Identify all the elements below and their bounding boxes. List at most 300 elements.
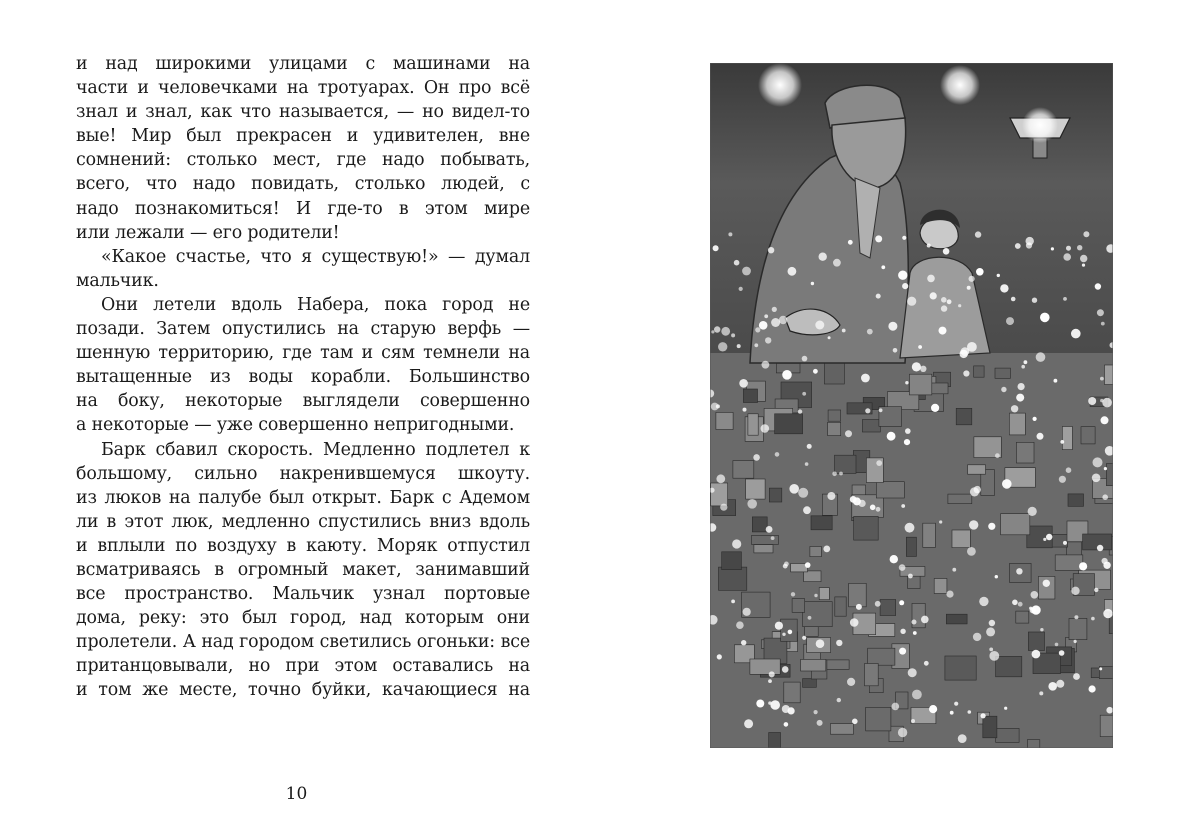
building [1001, 514, 1030, 535]
light-dot [927, 244, 931, 248]
light-dot [779, 316, 787, 324]
building [948, 494, 972, 504]
text-line: шенную территорию, где там и сям темнели на [76, 343, 530, 364]
light-dot [1016, 394, 1024, 402]
light-dot [764, 314, 768, 318]
light-dot [931, 404, 939, 412]
light-dot [969, 520, 978, 529]
light-dot [852, 719, 858, 725]
light-dot [736, 621, 744, 629]
light-dot [784, 722, 789, 727]
light-dot [714, 326, 720, 332]
light-dot [762, 361, 770, 369]
light-dot [887, 432, 896, 441]
light-dot [768, 701, 771, 704]
light-dot [947, 299, 952, 304]
text-line: Они летели вдоль Набера, пока город не [101, 294, 530, 315]
light-dot [1094, 588, 1098, 592]
light-dot [1091, 617, 1095, 621]
light-dot [900, 629, 905, 634]
text-line: всего, что надо повидать, столько людей, с [76, 174, 530, 195]
building [906, 537, 916, 556]
light-dot [775, 452, 780, 457]
light-dot [1016, 568, 1022, 574]
light-dot [847, 678, 855, 686]
building [968, 465, 986, 474]
light-dot [976, 268, 984, 276]
building [880, 600, 896, 616]
text-line: Барк сбавил скорость. Медленно подлетел к [101, 439, 530, 460]
text-line: и том же месте, точно буйки, качающиеся на [76, 680, 530, 701]
light-dot [975, 231, 981, 237]
light-dot [853, 497, 861, 505]
light-dot [1033, 417, 1037, 421]
building [746, 479, 766, 499]
light-dot [1080, 255, 1087, 262]
light-dot [759, 321, 768, 330]
light-dot [768, 247, 774, 253]
light-dot [958, 304, 961, 307]
light-dot [1101, 322, 1105, 326]
light-dot [952, 568, 956, 572]
light-dot [908, 574, 913, 579]
building [792, 599, 805, 613]
light-dot [941, 305, 947, 311]
light-dot [1074, 615, 1078, 619]
light-dot [856, 604, 862, 610]
light-dot [717, 654, 722, 659]
building [1069, 618, 1087, 639]
light-dot [771, 536, 775, 540]
building [752, 517, 767, 532]
light-dot [1097, 309, 1104, 316]
building [1062, 427, 1072, 450]
building [804, 571, 821, 582]
light-dot [713, 245, 719, 251]
light-dot [905, 381, 908, 384]
light-dot [930, 292, 937, 299]
light-dot [899, 648, 906, 655]
light-dot [939, 327, 947, 335]
light-dot [732, 539, 741, 548]
building [1016, 611, 1029, 623]
light-dot [788, 630, 793, 635]
light-dot [798, 409, 802, 413]
light-dot [946, 591, 953, 598]
text-line: большому, сильно накренившемуся шкоуту. [76, 463, 530, 484]
light-dot [1092, 474, 1101, 483]
light-dot [989, 648, 993, 652]
light-dot [1093, 457, 1103, 467]
light-dot [811, 282, 814, 285]
building [830, 724, 853, 735]
light-dot [770, 700, 780, 710]
light-dot [907, 297, 916, 306]
light-dot [836, 640, 842, 646]
light-dot [997, 274, 1000, 277]
building [828, 410, 841, 421]
page-number: 10 [285, 784, 308, 804]
building [835, 455, 857, 473]
light-dot [808, 616, 812, 620]
light-dot [768, 679, 772, 683]
building [775, 414, 803, 434]
text-line: «Какое счастье, что я существую!» — думал [101, 246, 530, 267]
light-dot [791, 592, 795, 596]
light-dot [1079, 562, 1087, 570]
light-dot [918, 345, 922, 349]
light-dot [718, 342, 727, 351]
light-dot [833, 259, 841, 267]
light-dot [939, 520, 942, 523]
light-dot [921, 616, 929, 624]
light-dot [802, 392, 806, 396]
text-line: ли в этот люк, медленно спустились вниз вдоль [76, 511, 530, 532]
light-dot [1102, 494, 1108, 500]
light-dot [1040, 313, 1050, 323]
building [1068, 494, 1084, 506]
building [835, 597, 846, 616]
light-dot [742, 267, 751, 276]
light-dot [848, 240, 853, 245]
building [849, 583, 867, 607]
light-dot [876, 460, 882, 466]
light-dot [973, 633, 981, 641]
building [811, 516, 832, 530]
light-dot [775, 622, 783, 630]
building [801, 659, 826, 671]
building [752, 535, 779, 544]
light-dot [1051, 247, 1054, 250]
light-dot [1088, 397, 1096, 405]
light-dot [1100, 377, 1104, 381]
text-line: пританцовывали, но при этом оставались на [76, 656, 530, 677]
light-dot [969, 276, 975, 282]
building [1106, 464, 1113, 486]
light-dot [967, 547, 976, 556]
light-dot [954, 702, 958, 706]
light-dot [1099, 667, 1102, 670]
light-dot [789, 484, 799, 494]
light-dot [876, 507, 881, 512]
light-dot [1071, 587, 1079, 595]
light-dot [924, 661, 929, 666]
light-dot [875, 601, 881, 607]
light-dot [1082, 264, 1085, 267]
light-dot [783, 564, 788, 569]
light-dot [1066, 467, 1072, 473]
building [825, 660, 850, 669]
building [810, 547, 822, 557]
light-dot [911, 719, 915, 723]
building [1105, 365, 1114, 385]
light-dot [839, 472, 843, 476]
building [1027, 740, 1040, 748]
text-line: части и человечками на тротуарах. Он про всё [76, 78, 530, 99]
light-dot [716, 474, 725, 483]
body-text [76, 52, 530, 703]
light-dot [1018, 383, 1025, 390]
light-dot [798, 488, 808, 498]
light-dot [827, 492, 835, 500]
light-dot [888, 322, 897, 331]
text-line: из люков на палубе был открыт. Барк с Адемом [76, 487, 530, 508]
light-dot [1043, 538, 1046, 541]
light-dot [766, 526, 773, 533]
building [996, 728, 1019, 742]
light-dot [890, 555, 898, 563]
light-dot [893, 348, 898, 353]
light-dot [913, 631, 917, 635]
light-dot [728, 232, 732, 236]
light-dot [1103, 609, 1112, 618]
light-dot [1036, 352, 1046, 362]
text-line: вые! Мир был прекрасен и удивителен, вне [76, 126, 530, 147]
building [956, 408, 972, 425]
building [923, 523, 936, 547]
light-dot [782, 666, 789, 673]
light-dot [865, 408, 870, 413]
light-dot [813, 369, 818, 374]
light-dot [1101, 416, 1109, 424]
light-dot [842, 329, 846, 333]
building [946, 614, 967, 624]
light-dot [899, 600, 904, 605]
text-line: дома, реку: это был город, над которым они [76, 608, 530, 629]
light-dot [1063, 253, 1071, 261]
light-dot [1031, 591, 1039, 599]
light-dot [927, 275, 935, 283]
text-line: позади. Затем опустились на старую верфь — [76, 319, 530, 340]
light-dot [716, 404, 720, 408]
light-dot [741, 640, 746, 645]
building [748, 414, 758, 435]
light-dot [898, 728, 907, 737]
light-dot [802, 636, 806, 640]
light-dot [898, 271, 907, 280]
light-dot [981, 713, 986, 718]
light-dot [1018, 602, 1023, 607]
light-glow [940, 65, 980, 105]
light-dot [1071, 329, 1081, 339]
light-dot [1104, 467, 1107, 470]
building [803, 679, 817, 688]
building [1009, 413, 1025, 435]
light-dot [967, 286, 971, 290]
light-dot [1004, 707, 1007, 710]
light-dot [1066, 246, 1071, 251]
light-dot [1063, 541, 1067, 545]
text-line: на боку, некоторые выглядели совершенно [76, 391, 530, 412]
light-dot [734, 260, 740, 266]
light-dot [876, 294, 881, 299]
light-dot [1024, 360, 1028, 364]
light-dot [807, 444, 812, 449]
light-dot [823, 546, 830, 553]
light-dot [979, 597, 988, 606]
light-dot [731, 333, 735, 337]
light-dot [737, 344, 741, 348]
building [754, 545, 773, 553]
building [722, 552, 742, 570]
building [909, 374, 931, 395]
light-dot [1001, 387, 1006, 392]
light-dot [828, 336, 831, 339]
text-line: пролетели. А над городом светились огоньки: все [76, 632, 530, 653]
light-dot [711, 330, 714, 333]
light-dot [1097, 545, 1103, 551]
building [769, 488, 782, 502]
light-dot [1089, 685, 1096, 692]
light-dot [902, 236, 906, 240]
building [866, 707, 891, 731]
text-line: всматриваясь в огромный макет, занимавший [76, 559, 530, 580]
building [1028, 632, 1044, 651]
light-dot [1059, 476, 1066, 483]
light-dot [1055, 643, 1059, 647]
light-dot [782, 633, 785, 636]
building [828, 422, 841, 435]
light-dot [995, 575, 998, 578]
light-dot [892, 703, 900, 711]
building [876, 482, 904, 498]
building [1081, 427, 1095, 444]
light-dot [747, 499, 757, 509]
building [743, 389, 757, 403]
light-dot [802, 356, 808, 362]
light-dot [1073, 673, 1080, 680]
light-dot [912, 362, 921, 371]
text-line: и над широкими улицами с машинами на [76, 54, 530, 74]
light-dot [1032, 650, 1041, 659]
light-dot [721, 327, 730, 336]
light-dot [1039, 691, 1043, 695]
building [819, 588, 829, 600]
light-dot [1074, 640, 1077, 643]
light-dot [881, 265, 885, 269]
building [854, 516, 879, 540]
light-dot [837, 698, 841, 702]
light-dot [743, 608, 751, 616]
building [865, 664, 879, 686]
light-dot [1102, 398, 1112, 408]
light-dot [1032, 298, 1037, 303]
light-dot [961, 347, 970, 356]
light-dot [920, 366, 926, 372]
light-dot [819, 253, 827, 261]
text-line: мальчик. [76, 270, 159, 291]
light-glow [1022, 107, 1058, 143]
light-dot [850, 618, 859, 627]
light-dot [1059, 650, 1065, 656]
light-dot [845, 430, 852, 437]
light-dot [1054, 379, 1058, 383]
light-dot [782, 705, 790, 713]
light-dot [861, 374, 870, 383]
light-dot [941, 297, 947, 303]
light-dot [989, 651, 999, 661]
light-dot [814, 710, 818, 714]
light-dot [788, 267, 797, 276]
light-dot [1030, 607, 1036, 613]
light-dot [974, 486, 981, 493]
building [934, 579, 947, 594]
right-page [593, 0, 1186, 828]
light-dot [805, 462, 809, 466]
light-dot [867, 329, 873, 335]
text-line: и вплыли по воздуху в каюту. Моряк отпустил [76, 535, 530, 556]
light-dot [815, 321, 824, 330]
building [1100, 715, 1113, 737]
light-dot [1006, 317, 1014, 325]
light-dot [1077, 245, 1082, 250]
light-dot [968, 710, 972, 714]
light-dot [816, 639, 825, 648]
text-line: знал и знал, как что называется, — но видел-то [76, 102, 530, 123]
light-dot [1100, 399, 1103, 402]
light-dot [908, 668, 917, 677]
light-dot [1021, 365, 1025, 369]
building [868, 648, 895, 665]
illustration [710, 63, 1113, 748]
light-dot [832, 472, 837, 477]
building [862, 420, 880, 433]
light-dot [870, 505, 876, 511]
light-dot [1063, 297, 1067, 301]
light-dot [905, 428, 911, 434]
light-dot [902, 283, 908, 289]
light-dot [1040, 628, 1043, 631]
light-dot [1043, 580, 1050, 587]
text-line: или лежали — его родители! [76, 222, 340, 243]
light-dot [943, 248, 950, 255]
text-line: а некоторые — уже совершенно непригодными. [76, 415, 515, 436]
light-dot [986, 627, 995, 636]
building [1055, 555, 1083, 571]
light-dot [1102, 558, 1108, 564]
building [750, 659, 780, 674]
light-dot [875, 235, 882, 242]
light-dot [901, 504, 905, 508]
light-dot [879, 408, 883, 412]
light-dot [929, 705, 937, 713]
light-dot [989, 620, 995, 626]
text-line: все пространство. Мальчик узнал портовые [76, 584, 530, 605]
light-dot [1048, 682, 1057, 691]
light-dot [1015, 243, 1021, 249]
building [711, 483, 728, 506]
building [974, 366, 984, 377]
light-dot [995, 453, 1000, 458]
light-dot [899, 564, 906, 571]
light-dot [912, 620, 917, 625]
building [769, 733, 781, 749]
light-dot [720, 504, 727, 511]
light-dot [739, 287, 743, 291]
light-dot [1028, 507, 1037, 516]
light-dot [963, 370, 969, 376]
light-dot [754, 343, 758, 347]
light-dot [771, 318, 780, 327]
light-dot [912, 690, 922, 700]
light-dot [904, 439, 910, 445]
light-dot [739, 379, 748, 388]
light-dot [988, 523, 995, 530]
light-dot [805, 562, 811, 568]
illustration-drawing [710, 63, 1113, 748]
building [1016, 442, 1034, 463]
light-dot [743, 408, 747, 412]
